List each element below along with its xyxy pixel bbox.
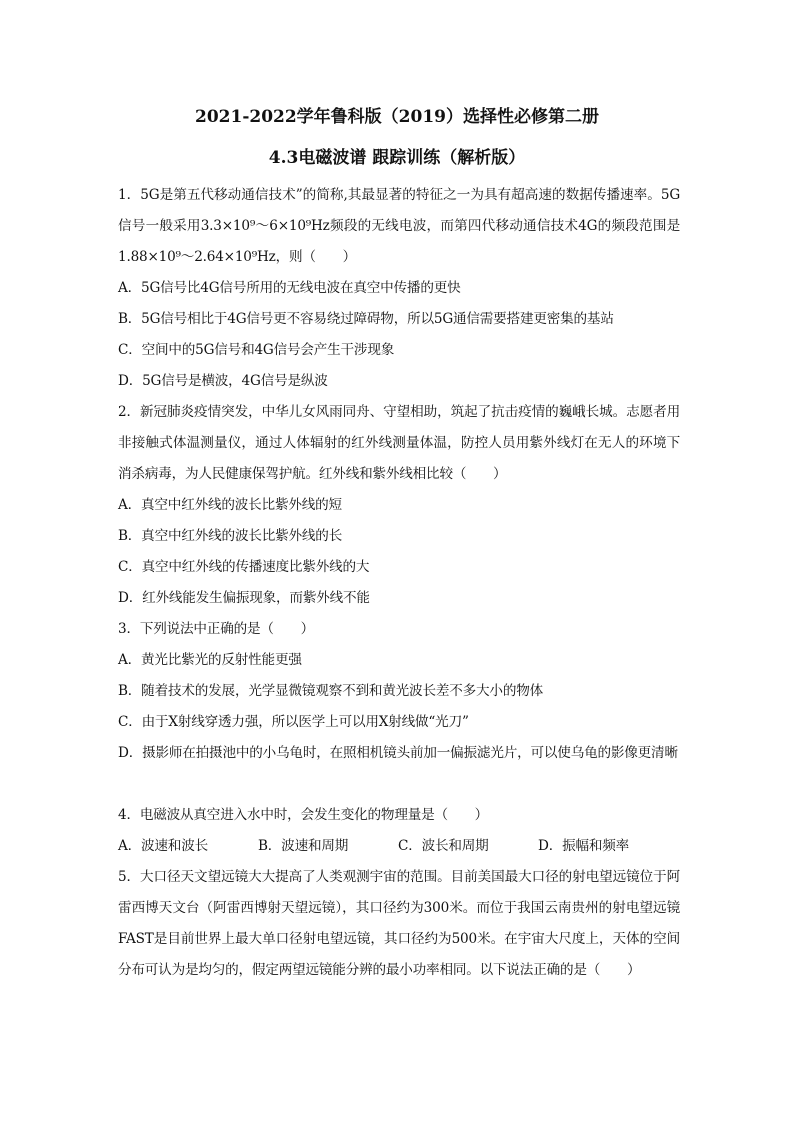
- question-1-option-c: C．空间中的5G信号和4G信号会产生干涉现象: [118, 342, 395, 358]
- document-title: 2021-2022学年鲁科版（2019）选择性必修第二册: [195, 107, 599, 127]
- question-1-option-b: B．5G信号相比于4G信号更不容易绕过障碍物，所以5G通信需要搭建更密集的基站: [118, 311, 614, 327]
- question-list: [118, 180, 680, 986]
- question-5-stem: 5．大口径天文望远镜大大提高了人类观测宇宙的范围。目前美国最大口径的射电望远镜位于阿雷西博天文台（阿雷西博射天望远镜），其口径约为300米。而位于我国云南贵州的射电望远镜FAST是目前世界上最大单口径射电望远镜，其口径约为500米。在宇宙大尺度上，天体的空间分布可认为是均匀的，假定两望远镜能分辨的最小功率相同。以下说法正确的是（ ）: [118, 869, 680, 978]
- question-1-option-d: D．5G信号是横波，4G信号是纵波: [118, 373, 328, 389]
- question-3-option-a: A．黄光比紫光的反射性能更强: [118, 652, 302, 668]
- question-4-option-b: B．波速和周期: [258, 838, 349, 854]
- question-2-option-b: B．真空中红外线的波长比紫外线的长: [118, 528, 343, 544]
- question-4-stem: 4．电磁波从真空进入水中时，会发生变化的物理量是（ ）: [118, 807, 489, 823]
- question-2-option-c: C．真空中红外线的传播速度比紫外线的大: [118, 559, 370, 575]
- question-4-option-d: D．振幅和频率: [538, 838, 630, 854]
- question-3-option-b: B．随着技术的发展，光学显微镜观察不到和黄光波长差不多大小的物体: [118, 683, 543, 699]
- question-3-option-d: D．摄影师在拍摄池中的小乌龟时，在照相机镜头前加一偏振滤光片，可以使乌龟的影像更清晰: [118, 745, 678, 761]
- question-4-option-c: C．波长和周期: [398, 838, 489, 854]
- question-1-option-a: A．5G信号比4G信号所用的无线电波在真空中传播的更快: [118, 280, 461, 296]
- question-1-stem: 1．5G是第五代移动通信技术”的简称,其最显著的特征之一为具有超高速的数据传播速率。5G信号一般采用3.3×10⁹～6×10⁹Hz频段的无线电波，而第四代移动通信技术4G的频段范围是1.88×10⁹～2.64×10⁹Hz，则（ ）: [118, 187, 680, 265]
- question-3-stem: 3．下列说法中正确的是（ ）: [118, 621, 314, 637]
- question-4-options: [118, 831, 680, 862]
- question-2-stem: 2．新冠肺炎疫情突发，中华儿女风雨同舟、守望相助，筑起了抗击疫情的巍峨长城。志愿者用非接触式体温测量仪，通过人体辐射的红外线测量体温，防控人员用紫外线灯在无人的环境下消杀病毒，为人民健康保驾护航。红外线和紫外线相比较（ ）: [118, 404, 680, 482]
- question-2-option-a: A．真空中红外线的波长比紫外线的短: [118, 497, 342, 513]
- question-4-option-a: A．波速和波长: [118, 838, 208, 854]
- question-2-option-d: D．红外线能发生偏振现象，而紫外线不能: [118, 590, 370, 606]
- question-3-option-c: C．由于X射线穿透力强，所以医学上可以用X射线做“光刀”: [118, 714, 469, 730]
- document-subtitle: 4.3电磁波谱 跟踪训练（解析版）: [268, 148, 526, 168]
